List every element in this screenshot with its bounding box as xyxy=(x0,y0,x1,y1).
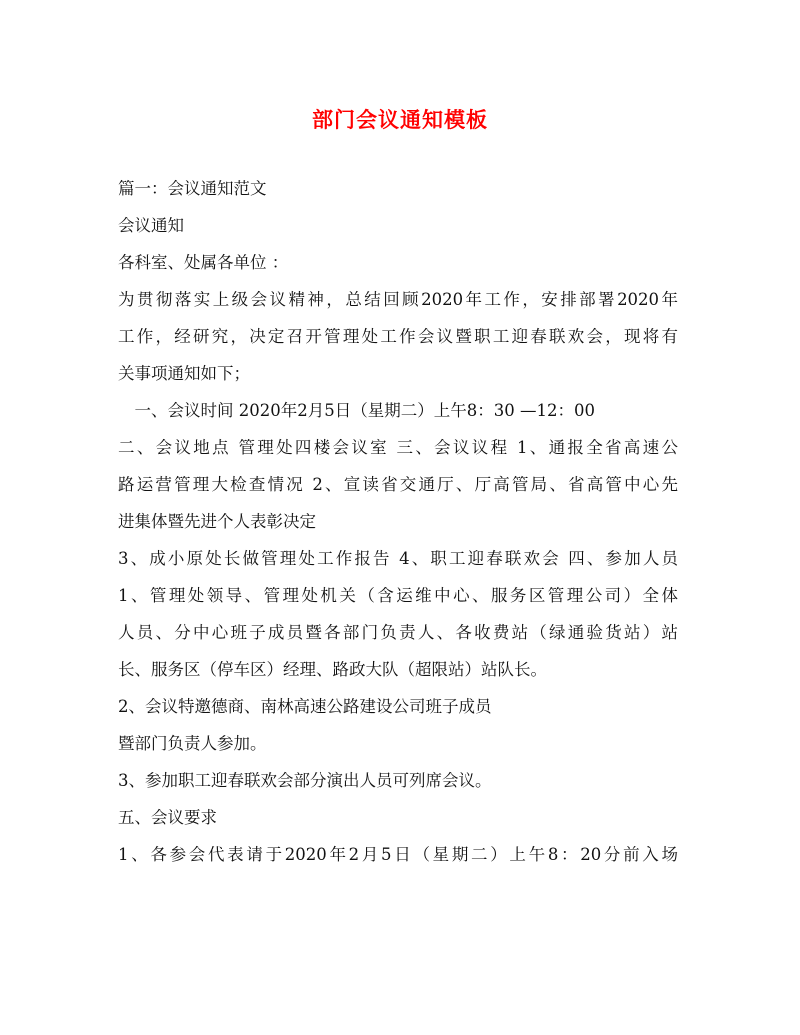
text-line-salutation: 各科室、处属各单位 ： xyxy=(118,253,289,272)
text-line: 1、管理处领导、管理处机关（含运维中心、服务区管理公司）全体 xyxy=(118,586,678,605)
text-line-section-five: 五、会议要求 xyxy=(118,808,217,827)
text-line: 3、参加职工迎春联欢会部分演出人员可列席会议。 xyxy=(118,771,492,790)
text-line: 为贯彻落实上级会议精神，总结回顾2020年工作，安排部署2020年 xyxy=(118,290,678,309)
text-line: 3、成小原处长做管理处工作报告 4、职工迎春联欢会 四、参加人员 xyxy=(118,549,678,568)
text-line-heading-piece1: 篇一：会议通知范文 xyxy=(118,179,267,198)
text-line: 关事项通知如下； xyxy=(118,364,250,383)
text-line: 暨部门负责人参加。 xyxy=(118,734,267,753)
document-title: 部门会议通知模板 xyxy=(312,107,488,132)
document-body xyxy=(118,170,678,873)
text-line: 长、服务区（停车区）经理、路政大队（超限站）站队长。 xyxy=(118,660,547,679)
text-line-notice-label: 会议通知 xyxy=(118,216,184,235)
text-line: 进集体暨先进个人表彰决定 xyxy=(118,512,316,531)
text-line: 工作，经研究，决定召开管理处工作会议暨职工迎春联欢会，现将有 xyxy=(118,327,678,346)
text-line: 人员、分中心班子成员暨各部门负责人、各收费站（绿通验货站）站 xyxy=(118,623,678,642)
text-line: 2、会议特邀德商、南林高速公路建设公司班子成员 xyxy=(118,697,492,716)
text-line: 1、各参会代表请于2020年2月5日（星期二）上午8：20分前入场 xyxy=(118,845,678,864)
text-line-meeting-time: 一、会议时间 2020年2月5日（星期二）上午8：30 —12：00 xyxy=(118,401,595,420)
text-line: 二、会议地点 管理处四楼会议室 三、会议议程 1、通报全省高速公 xyxy=(118,438,678,457)
text-line: 路运营管理大检查情况 2、宣读省交通厅、厅高管局、省高管中心先 xyxy=(118,475,678,494)
